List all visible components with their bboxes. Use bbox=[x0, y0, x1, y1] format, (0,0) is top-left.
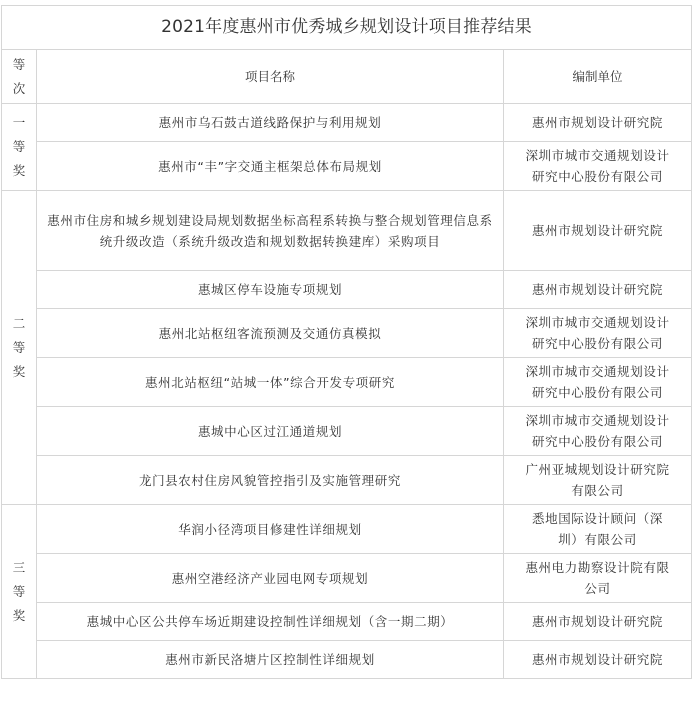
project-name: 惠城中心区过江通道规划 bbox=[37, 407, 504, 456]
org-unit: 惠州市规划设计研究院 bbox=[504, 271, 692, 309]
header-row bbox=[2, 50, 692, 104]
table-row bbox=[2, 142, 692, 191]
tier-label-char: 奖 bbox=[12, 163, 26, 178]
tier-label-char: 奖 bbox=[12, 363, 26, 379]
org-unit: 惠州市规划设计研究院 bbox=[504, 191, 692, 271]
project-name: 惠州市乌石鼓古道线路保护与利用规划 bbox=[37, 104, 504, 142]
project-name: 华润小径湾项目修建性详细规划 bbox=[37, 505, 504, 554]
org-unit: 深圳市城市交通规划设计 研究中心股份有限公司 bbox=[504, 309, 692, 358]
results-table-container bbox=[1, 5, 691, 679]
table-row bbox=[2, 309, 692, 358]
header-rank bbox=[2, 50, 37, 104]
project-name: 惠城中心区公共停车场近期建设控制性详细规划（含一期二期） bbox=[37, 603, 504, 641]
header-project: 项目名称 bbox=[37, 50, 504, 104]
table-row bbox=[2, 554, 692, 603]
header-rank-line2: 次 bbox=[12, 80, 26, 96]
tier-label-char: 等 bbox=[12, 139, 26, 154]
project-name: 惠城区停车设施专项规划 bbox=[37, 271, 504, 309]
results-table bbox=[1, 5, 692, 679]
org-unit: 惠州电力勘察设计院有限 公司 bbox=[504, 554, 692, 603]
table-row bbox=[2, 641, 692, 679]
table-row bbox=[2, 191, 692, 271]
project-name: 龙门县农村住房风貌管控指引及实施管理研究 bbox=[37, 456, 504, 505]
org-unit: 深圳市城市交通规划设计 研究中心股份有限公司 bbox=[504, 142, 692, 191]
tier-label-char: 等 bbox=[12, 583, 26, 599]
table-row bbox=[2, 104, 692, 142]
org-unit: 惠州市规划设计研究院 bbox=[504, 641, 692, 679]
tier-label-char: 一 bbox=[12, 115, 26, 130]
table-row bbox=[2, 358, 692, 407]
tier-third-prize bbox=[2, 505, 37, 679]
table-row bbox=[2, 271, 692, 309]
org-unit: 悉地国际设计顾问（深 圳）有限公司 bbox=[504, 505, 692, 554]
table-title: 2021年度惠州市优秀城乡规划设计项目推荐结果 bbox=[2, 6, 692, 50]
tier-label-char: 三 bbox=[12, 559, 26, 575]
title-row bbox=[2, 6, 692, 50]
org-unit: 广州亚城规划设计研究院 有限公司 bbox=[504, 456, 692, 505]
org-unit: 深圳市城市交通规划设计 研究中心股份有限公司 bbox=[504, 407, 692, 456]
project-name: 惠州市新民洛塘片区控制性详细规划 bbox=[37, 641, 504, 679]
table-row bbox=[2, 505, 692, 554]
table-row bbox=[2, 603, 692, 641]
project-name: 惠州空港经济产业园电网专项规划 bbox=[37, 554, 504, 603]
tier-first-prize bbox=[2, 104, 37, 191]
tier-label-char: 奖 bbox=[12, 607, 26, 623]
tier-label-char: 二 bbox=[12, 315, 26, 331]
tier-label-char: 等 bbox=[12, 339, 26, 355]
project-name: 惠州北站枢纽“站城一体”综合开发专项研究 bbox=[37, 358, 504, 407]
org-unit: 惠州市规划设计研究院 bbox=[504, 104, 692, 142]
project-name: 惠州市住房和城乡规划建设局规划数据坐标高程系转换与整合规划管理信息系统升级改造（系统升级改造和规划数据转换建库）采购项目 bbox=[37, 191, 504, 271]
header-unit: 编制单位 bbox=[504, 50, 692, 104]
project-name: 惠州市“丰”字交通主框架总体布局规划 bbox=[37, 142, 504, 191]
table-row bbox=[2, 456, 692, 505]
tier-second-prize bbox=[2, 191, 37, 505]
org-unit: 深圳市城市交通规划设计 研究中心股份有限公司 bbox=[504, 358, 692, 407]
header-rank-line1: 等 bbox=[12, 56, 26, 72]
org-unit: 惠州市规划设计研究院 bbox=[504, 603, 692, 641]
table-row bbox=[2, 407, 692, 456]
project-name: 惠州北站枢纽客流预测及交通仿真模拟 bbox=[37, 309, 504, 358]
